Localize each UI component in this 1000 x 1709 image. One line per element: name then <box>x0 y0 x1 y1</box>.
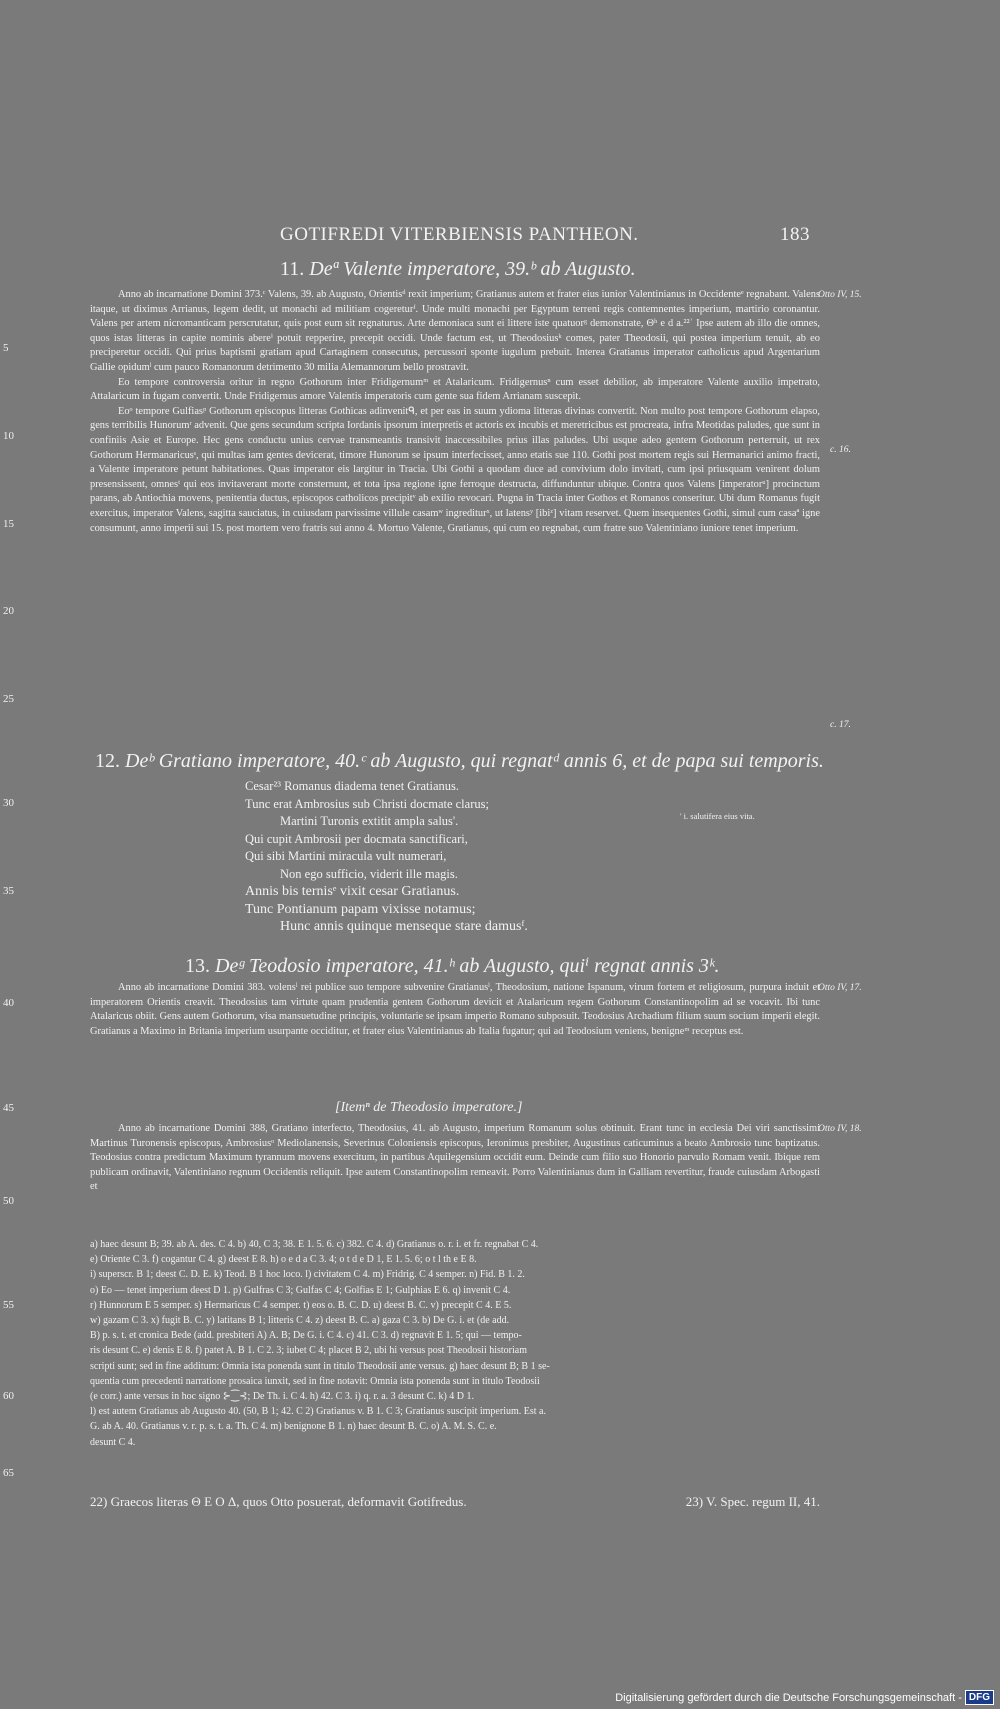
footnote-line: B) p. s. t. et cronica Bede (add. presbiteri A) A. B; De G. i. C 4. c) 41. C 3. d) regnavit E 1. 5; qui — tempo- <box>90 1330 522 1342</box>
footnote-line: r) Hunnorum E 5 semper. s) Hermaricus C 4 semper. t) eos o. B. C. D. u) deest B. C. v) precepit C 4. E 5. <box>90 1299 512 1311</box>
verse-line: Hunc annis quinque menseque stare damusᶠ. <box>280 919 528 934</box>
item-text <box>90 1122 820 1195</box>
line-number: 55 <box>3 1299 14 1311</box>
footnote-line: i) superscr. B 1; deest C. D. E. k) Teod. B 1 hoc loco. l) civitatem C 4. m) Fridrig. C 4 semper. n) Fid. B 1. 2. <box>90 1269 525 1281</box>
line-number: 65 <box>3 1467 14 1479</box>
verse-line: Annis bis ternisᵉ vixit cesar Gratianus. <box>245 884 460 899</box>
section-12-title: 12. Deᵇ Gratiano imperatore, 40.ᶜ ab Augusto, qui regnatᵈ annis 6, et de papa sui temporis. <box>95 750 824 772</box>
verse-line: Cesar²³ Romanus diadema tenet Gratianus. <box>245 779 460 793</box>
section-12-verse <box>245 778 665 936</box>
verse-line: Non ego sufficio, viderit ille magis. <box>280 866 458 881</box>
line-number: 25 <box>3 693 14 705</box>
dfg-logo: DFG <box>965 1690 994 1705</box>
line-number: 40 <box>3 997 14 1009</box>
dfg-funding-banner[interactable] <box>615 1690 994 1705</box>
footnote-line: desunt C 4. <box>90 1436 136 1448</box>
verse-line: Martini Turonis extitit ampla salus'. <box>280 814 459 828</box>
margin-note: Otto IV, 17. <box>818 983 862 993</box>
item-paragraph-1: Anno ab incarnatione Domini 388, Gratiano interfecto, Theodosius, 41. ab Augusto, imperium Romanum solus obtinuit. Erant tunc in ecclesia Dei viri sanctissimi Martinus Turonensis episcopus, Ambrosiusᵒ Mediolanensis, Severinus Coloniensis episcopus, Ieronimus presbiter, Augustinus caticuminus a beato Ambrosio tunc baptizatus. Teodosius contra predictum Maximum tyrannum movens exercitum, in partibus Aquilegensium occidit eum. Deinde cum filio suo Honorio parvulo Romam venit. Ibique rem publicam ordinavit, Valentiniano regnum Occidentis reliquit. Ipse autem Constantinopolim remeavit. Porro Valentinianus dum in Galliam revertitur, fraude cuiusdam Arbogasti et <box>90 1123 820 1193</box>
section-13-title: 13. Deᵍ Teodosio imperatore, 41.ʰ ab Augusto, quiⁱ regnat annis 3ᵏ. <box>185 955 720 977</box>
dfg-text: Digitalisierung gefördert durch die Deutsche Forschungsgemeinschaft - <box>615 1691 962 1704</box>
line-number: 45 <box>3 1102 14 1114</box>
line-number: 60 <box>3 1390 14 1402</box>
line-number: 30 <box>3 797 14 809</box>
footnote-line: (e corr.) ante versus in hoc signo ⊱⁐⊰; De Th. i. C 4. h) 42. C 3. i) q. r. a. 3 desunt C. k) 4 D 1. <box>90 1391 475 1403</box>
footnote-line: G. ab A. 40. Gratianus v. r. p. s. t. a. Th. C 4. m) benignone B 1. n) haec desunt B. C. o) A. M. S. C. e. <box>90 1421 497 1433</box>
footnote-line: a) haec desunt B; 39. ab A. des. C 4. b) 40, C 3; 38. E 1. 5. 6. c) 382. C 4. d) Gratianus o. r. i. et fr. regnabat C 4. <box>90 1239 539 1250</box>
line-number: 10 <box>3 430 14 442</box>
line-number: 35 <box>3 885 14 897</box>
footnote-line: l) est autem Gratianus ab Augusto 40. (50, B 1; 42. C 2) Gratianus v. B 1. C 3; Gratianus suscipit imperium. Est a. <box>90 1406 546 1418</box>
margin-note: c. 16. <box>830 445 851 455</box>
footnote-line: ris desunt C. e) denis E 8. f) patet A. B 1. C 2. 3; iubet C 4; placet B 2, ubi hi versus post Theodosii historiam <box>90 1345 527 1357</box>
footnote-line: e) Oriente C 3. f) cogantur C 4. g) deest E 8. h) o e d a C 3. 4; o t d e D 1, E 1. 5. 6; o t l th e E 8. <box>90 1254 477 1266</box>
section-11-paragraph-1: Anno ab incarnatione Domini 373.ᶜ Valens, 39. ab Augusto, Orientisᵈ rexit imperium; Gratianus autem et frater eius iunior Valentinianus in Occidenteᵉ regnabant. Valens itaque, ut diximus Arrianus, legem dedit, ut monachi ad militiam cogereturᶠ. Unde multi monachi per Egyptum terreni regis contemnentes imperium, martirio coronantur. Valens per artem nicromanticam perscrutatur, quis post eum sit regnaturus. Arte demoniaca sunt ei littere iste quatuorᵍ demonstrate, Θʰ e d a.²²ʾ Ipse autem ab illo die omnes, quos istas litteras in capite nominis abereⁱ potuit repperire, precepit occidi. Unde factum est, ut Theodosiusᵏ comes, pater Theodosii, qui postea imperium tenuit, ab eo preciperetur occidi. Qui prius baptismi gratiam apud Cartaginem consecutus, percussori sponte iugulum prebuit. Interea Gratianus imperator catholicus apud Argentarium Gallie opidumˡ cum pauco Romanorum detrimento 30 milia Alemannorum bello prostravit. <box>90 289 820 373</box>
verse-line: Tunc erat Ambrosius sub Christi docmate clarus; <box>245 796 489 811</box>
footnote-line: quentia cum precedenti narratione prosaica iunxit, sed in fine notavit: Omnia ista ponenda sunt in titulo Teodosii <box>90 1375 540 1387</box>
verse-line: Qui cupit Ambrosii per docmata sanctificari, <box>245 831 468 846</box>
margin-note: c. 17. <box>830 720 851 730</box>
margin-note: Otto IV, 18. <box>818 1124 862 1134</box>
margin-note: Otto IV, 15. <box>818 290 862 300</box>
line-number: 50 <box>3 1195 14 1207</box>
section-11-paragraph-3: Eoᵒ tempore Gulfiasᵖ Gothorum episcopus litteras Gothicas adinvenitᑫ, et per eas in suum ydioma litteras divinas convertit. Non multo post tempore Gothorum elapso, gens terribilis Hunorumʳ advenit. Que gens secundum scripta Iordanis ipsorum interpretis et actoris ex incubis et meretricibus est procreata, infra Meotidas paludes, que sunt in confiniis Asie et Europe. Hec gens conductu unius cervae transmeantis transivit inaccessibiles prius illas paludes. Ubi usque adeo gentem Gothorum perterruit, ut rex Gothorum Hermanaricusˢ, qui multas iam gentes devicerat, timore Hunorum se ipsum interfecisset, anno etatis sue 110. Gothi post mortem regis sui Hermanarici animo fracti, a Valente imperatore petunt habitationes. Quas imperator eis largitur in Tracia. Ubi Gothi a quodam duce ad convivium dolo invitati, cum ipsi priusquam venirent dolum presensissent, omnesᵗ qui eos invitaverant morte consternunt, et tota ipsa regione igne ferroque destructa, diffunduntur ubique. Contra quos Valens [imperatorᵘ] procinctum parans, ab Antiochia movens, penitentia ductus, episcopos catholicos precipitᵛ ab exilio revocari. Pugna in Tracia inter Gothos et Romanos conseritur. Ubi dum Romanus fugit exercitus, imperator Valens, sagitta sauciatus, in cuiusdam parvissime villule casamʷ ingrediturˣ, ut latensʸ [ibiᶻ] vitam reservet. Quem insequentes Gothi, simul cum casaª igne consumunt, anno imperii sui 15. post mortem vero fratris sui anno 4. Mortuo Valente, Gratianus, qui cum eo regnabat, cum fratre suo Valentiniano iuniore tenet imperium. <box>90 405 820 534</box>
footnote-line: scripti sunt; sed in fine additum: Omnia ista ponenda sunt in titulo Theodosii ante versus. g) haec desunt B; B 1 se- <box>90 1360 550 1372</box>
editor-note-22: 22) Graecos literas Θ E O Δ, quos Otto posuerat, deformavit Gotifredus. <box>90 1494 467 1509</box>
line-number: 20 <box>3 605 14 617</box>
section-11-title: 11. Deª Valente imperatore, 39.ᵇ ab Augusto. <box>280 258 636 280</box>
footnote-line: w) gazam C 3. x) fugit B. C. y) latitans B 1; litteris C 4. z) deest B. C. a) gaza C 3. b) De G. i. et (de add. <box>90 1315 510 1327</box>
section-13-paragraph-1: Anno ab incarnatione Domini 383. volensˡ rei publice suo tempore subvenire Gratianusˡ, Theodosium, natione Ispanum, virum fortem et religiosum, purpura induit et imperatorem Orientis creavit. Theodosius tam virtute quam prudentia gentem Gothorum devicit et Atalaricum regem Gothorum Constantinopolim ad se vocavit. Ibi tunc Atalaricus obiit. Gens autem Gothorum, visa mansuetudine principis, voluntarie se ipsam imperio Romano subposuit. Teodosius Archadium filium suum socium imperii elegit. Gratianus a Maximo in Britania imperium usurpante occiditur, et frater eius Valentinianus ab Italia fugatur; qui ad Teodosium veniens, benigneᵐ receptus est. <box>90 982 820 1037</box>
item-title: [Itemⁿ de Theodosio imperatore.] <box>335 1100 523 1115</box>
section-13-text <box>90 981 820 1039</box>
verse-line: Tunc Pontianum papam vixisse notamus; <box>245 901 476 917</box>
footnote-line: o) Eo — tenet imperium deest D 1. p) Gulfras C 3; Gulfas C 4; Golfias E 1; Gulphias E 6. q) invenit C 4. <box>90 1284 511 1296</box>
running-title: GOTIFREDI VITERBIENSIS PANTHEON. <box>280 224 639 245</box>
page-number: 183 <box>780 224 810 245</box>
verse-line: Qui sibi Martini miracula vult numerari, <box>245 849 447 863</box>
verse-gloss: ' i. salutifera eius vita. <box>680 811 755 821</box>
line-number: 15 <box>3 518 14 530</box>
line-number: 5 <box>3 342 9 354</box>
section-11-text <box>90 288 820 536</box>
critical-apparatus <box>90 1237 820 1450</box>
editor-note-23: 23) V. Spec. regum II, 41. <box>685 1494 820 1509</box>
section-11-paragraph-2: Eo tempore controversia oritur in regno Gothorum inter Fridigernumᵐ et Atalaricum. Fridigernusⁿ cum esset debilior, ab imperatore Valente auxilio impetrato, Attalaricum in fugam convertit. Unde Fridigernus amore Valentis imperatoris cum gente sua fidem Arrianam suscepit. <box>90 376 820 403</box>
